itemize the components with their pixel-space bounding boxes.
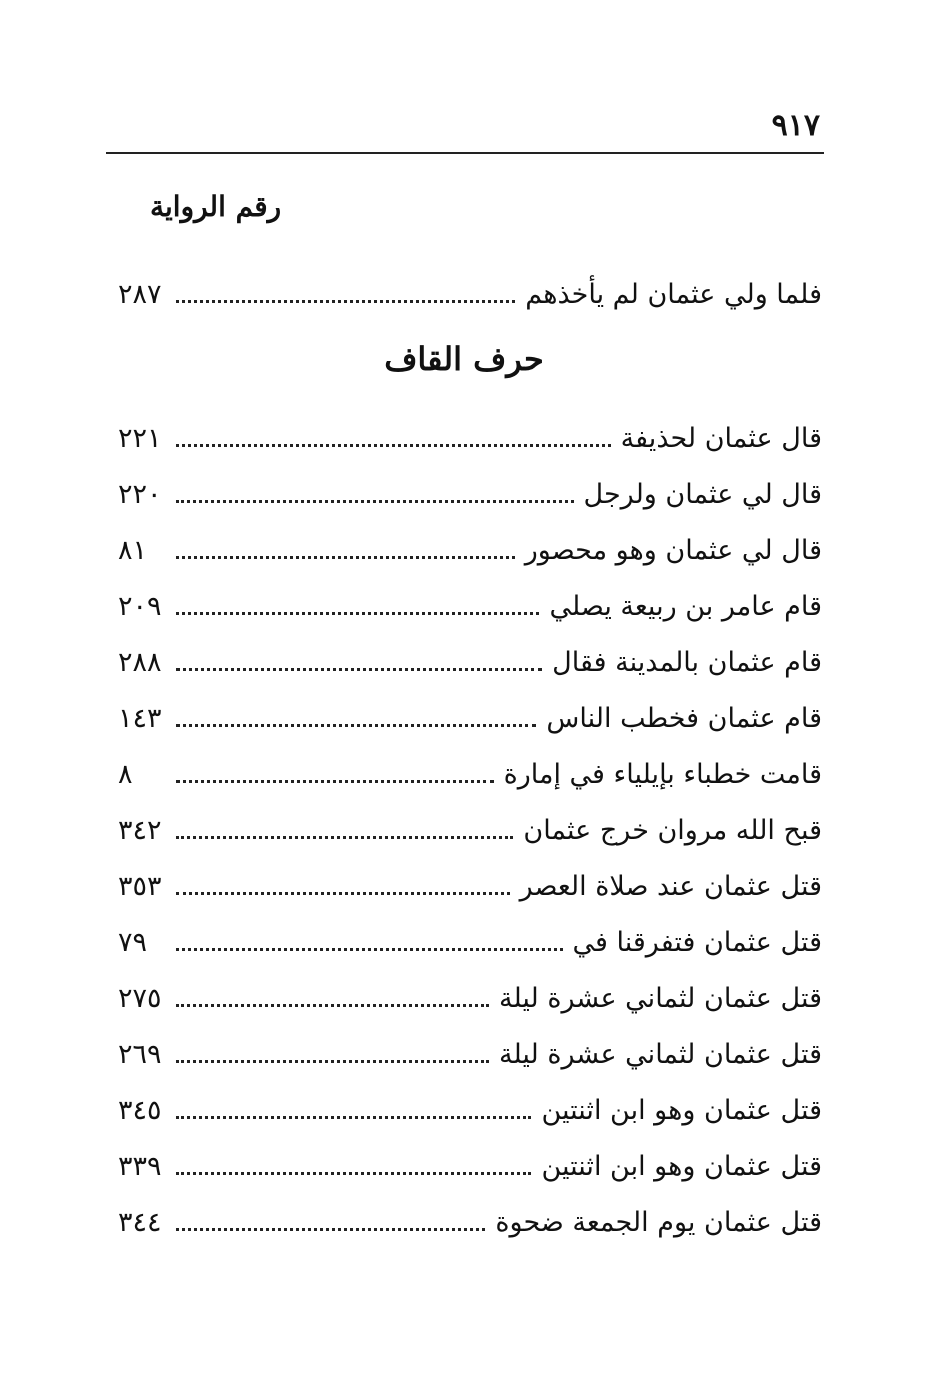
entry-text: قتل عثمان عند صلاة العصر	[519, 870, 822, 902]
index-entry	[118, 472, 822, 516]
entry-number: ٣٣٩	[118, 1150, 162, 1182]
dot-leader	[176, 300, 515, 303]
dot-leader	[176, 1116, 531, 1119]
index-entry	[118, 1032, 822, 1076]
index-entry	[118, 272, 822, 316]
dot-leader	[176, 612, 539, 615]
header-rule	[106, 152, 824, 154]
entry-number: ٢٠٩	[118, 590, 162, 622]
dot-leader	[176, 668, 542, 671]
dot-leader	[176, 556, 515, 559]
entry-number: ٢٧٥	[118, 982, 162, 1014]
index-entry	[118, 528, 822, 572]
entry-text: قام عامر بن ربيعة يصلي	[549, 590, 822, 622]
page-number: ٩١٧	[771, 108, 820, 143]
entry-text: قال لي عثمان وهو محصور	[524, 534, 822, 566]
dot-leader	[176, 1228, 485, 1231]
dot-leader	[176, 892, 510, 895]
entry-number: ٣٤٥	[118, 1094, 162, 1126]
dot-leader	[176, 724, 536, 727]
dot-leader	[176, 444, 611, 447]
section-title: حرف القاف	[384, 340, 544, 378]
column-header: رقم الرواية	[150, 190, 282, 223]
entry-number: ٢٢٠	[118, 478, 162, 510]
index-entry	[118, 808, 822, 852]
entry-number: ٨١	[118, 534, 148, 566]
entry-text: قامت خطباء بإيلياء في إمارة	[503, 758, 822, 790]
dot-leader	[176, 1004, 489, 1007]
dot-leader	[176, 1172, 531, 1175]
index-entry	[118, 416, 822, 460]
entry-number: ٣٥٣	[118, 870, 162, 902]
dot-leader	[176, 1060, 489, 1063]
entry-text: قال لي عثمان ولرجل	[583, 478, 822, 510]
dot-leader	[176, 500, 574, 503]
entry-text: قتل عثمان وهو ابن اثنتين	[541, 1150, 822, 1182]
entry-text: قام عثمان فخطب الناس	[546, 702, 822, 734]
dot-leader	[176, 836, 513, 839]
index-entry	[118, 864, 822, 908]
index-entry	[118, 920, 822, 964]
entry-text: قبح الله مروان خرج عثمان	[523, 814, 822, 846]
entry-number: ٣٤٢	[118, 814, 162, 846]
index-entry	[118, 1088, 822, 1132]
entry-number: ٢٨٨	[118, 646, 162, 678]
index-entry	[118, 752, 822, 796]
index-entry	[118, 976, 822, 1020]
index-entry	[118, 696, 822, 740]
entry-text: قام عثمان بالمدينة فقال	[552, 646, 822, 678]
index-entry	[118, 584, 822, 628]
dot-leader	[176, 780, 494, 783]
entry-text: قتل عثمان يوم الجمعة ضحوة	[495, 1206, 822, 1238]
entry-number: ١٤٣	[118, 702, 162, 734]
index-entry	[118, 640, 822, 684]
entry-text: قتل عثمان لثماني عشرة ليلة	[498, 982, 822, 1014]
entry-number: ٨	[118, 758, 133, 790]
entry-number: ٢٦٩	[118, 1038, 162, 1070]
index-entry	[118, 1200, 822, 1244]
entry-number: ٢٨٧	[118, 278, 162, 310]
entry-text: قتل عثمان فتفرقنا في	[572, 926, 822, 958]
entry-text: قتل عثمان لثماني عشرة ليلة	[498, 1038, 822, 1070]
dot-leader	[176, 948, 563, 951]
entry-text: فلما ولي عثمان لم يأخذهم	[525, 278, 822, 310]
entry-text: قتل عثمان وهو ابن اثنتين	[541, 1094, 822, 1126]
index-entry	[118, 1144, 822, 1188]
entry-number: ٧٩	[118, 926, 148, 958]
entry-number: ٣٤٤	[118, 1206, 162, 1238]
entry-text: قال عثمان لحذيفة	[620, 422, 822, 454]
entry-number: ٢٢١	[118, 422, 162, 454]
